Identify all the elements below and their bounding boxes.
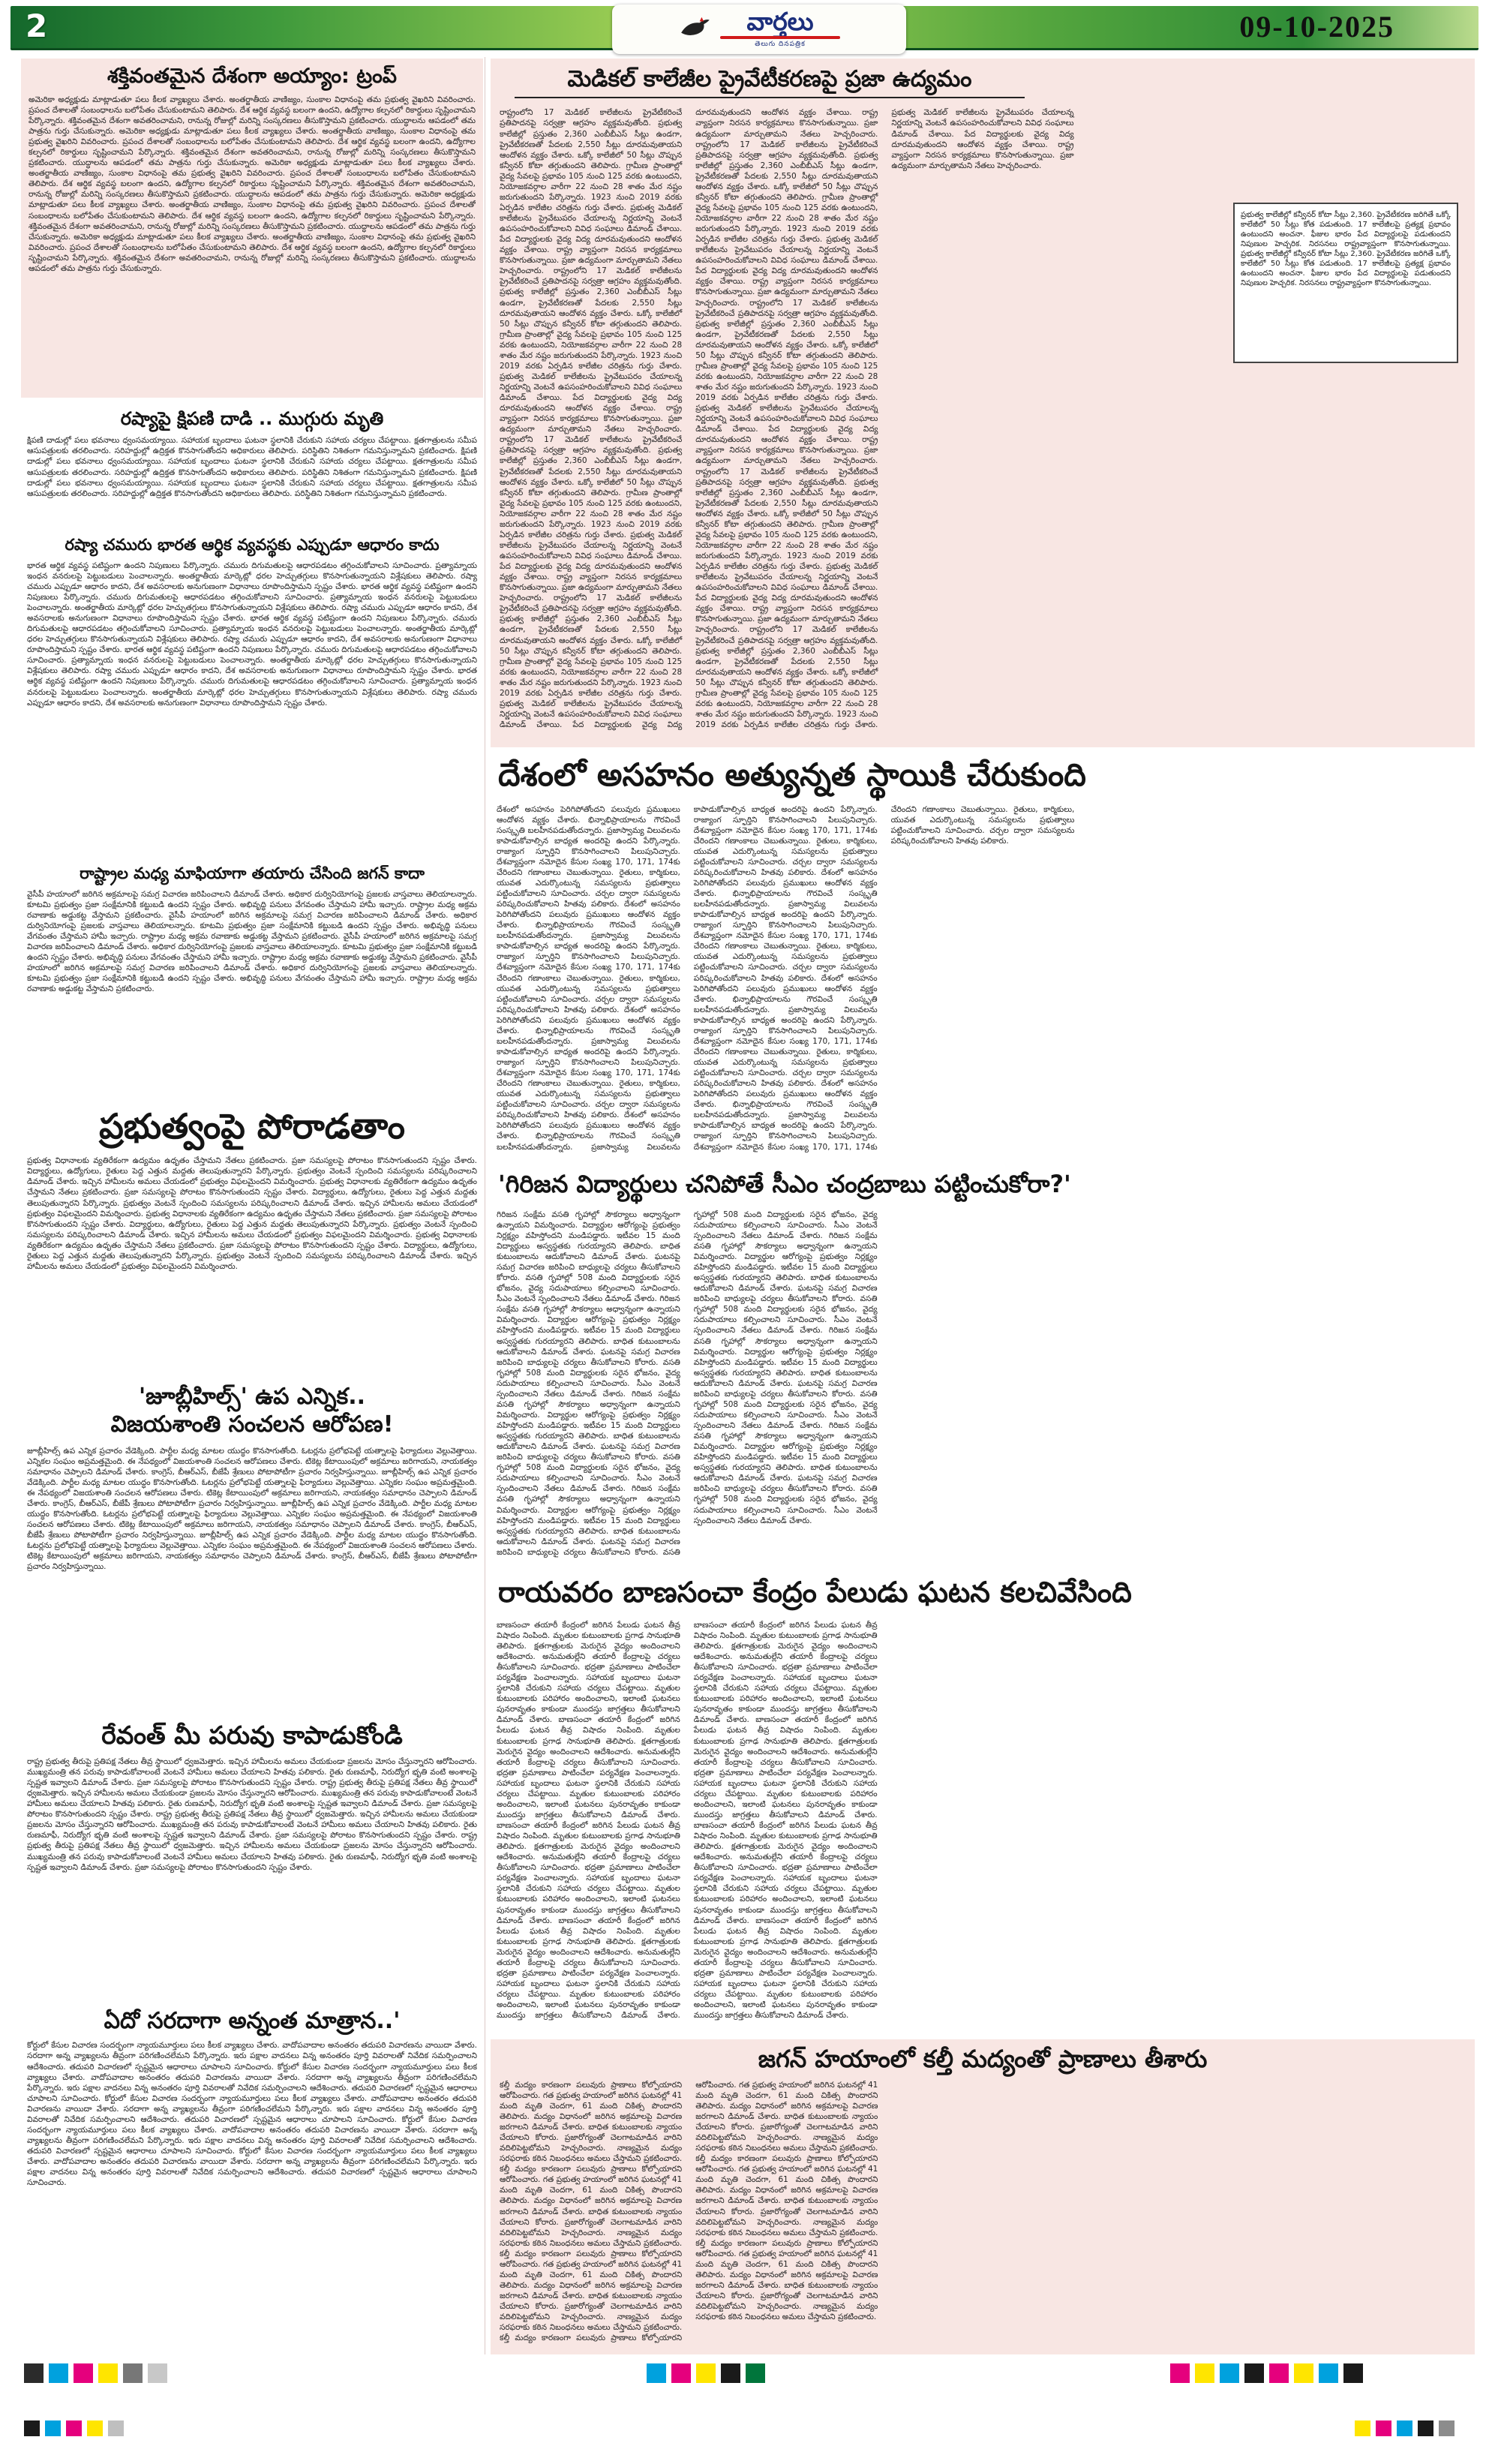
- headline: రష్యా చమురు భారత ఆర్థిక వ్యవస్థకు ఎప్పుడూ ఆధారం కాదు: [65, 536, 440, 554]
- article-body: భారత ఆర్థిక వ్యవస్థ పటిష్టంగా ఉందని నిపుణులు పేర్కొన్నారు. చమురు దిగుమతులపై ఆధారపడటం తగ్గించుకోవాలని సూచించారు. ప్రత్యామ్నాయ ఇంధన వనరులపై పెట్టుబడులు పెంచాలన్నారు. అంతర్జాతీయ మార్కెట్లో ధరల హెచ్చుతగ్గులు కొనసాగుతున్నాయని విశ్లేషకులు తెలిపారు. రష్యా చమురు ఎప్పుడూ ఆధారం కాదని, దేశ అవసరాలకు అనుగుణంగా విధానాలు రూపొందిస్తామని స్పష్టం చేశారు. భారత ఆర్థిక వ్యవస్థ పటిష్టంగా ఉందని నిపుణులు పేర్కొన్నారు. చమురు దిగుమతులపై ఆధారపడటం తగ్గించుకోవాలని సూచించారు. ప్రత్యామ్నాయ ఇంధన వనరులపై పెట్టుబడులు పెంచాలన్నారు. అంతర్జాతీయ మార్కెట్లో ధరల హెచ్చుతగ్గులు కొనసాగుతున్నాయని విశ్లేషకులు తెలిపారు. రష్యా చమురు ఎప్పుడూ ఆధారం కాదని, దేశ అవసరాలకు అనుగుణంగా విధానాలు రూపొందిస్తామని స్పష్టం చేశారు. భారత ఆర్థిక వ్యవస్థ పటిష్టంగా ఉందని నిపుణులు పేర్కొన్నారు. చమురు దిగుమతులపై ఆధారపడటం తగ్గించుకోవాలని సూచించారు. ప్రత్యామ్నాయ ఇంధన వనరులపై పెట్టుబడులు పెంచాలన్నారు. అంతర్జాతీయ మార్కెట్లో ధరల హెచ్చుతగ్గులు కొనసాగుతున్నాయని విశ్లేషకులు తెలిపారు. రష్యా చమురు ఎప్పుడూ ఆధారం కాదని, దేశ అవసరాలకు అనుగుణంగా విధానాలు రూపొందిస్తామని స్పష్టం చేశారు. భారత ఆర్థిక వ్యవస్థ పటిష్టంగా ఉందని నిపుణులు పేర్కొన్నారు. చమురు దిగుమతులపై ఆధారపడటం తగ్గించుకోవాలని సూచించారు. ప్రత్యామ్నాయ ఇంధన వనరులపై పెట్టుబడులు పెంచాలన్నారు. అంతర్జాతీయ మార్కెట్లో ధరల హెచ్చుతగ్గులు కొనసాగుతున్నాయని విశ్లేషకులు తెలిపారు. రష్యా చమురు ఎప్పుడూ ఆధారం కాదని, దేశ అవసరాలకు అనుగుణంగా విధానాలు రూపొందిస్తామని స్పష్టం చేశారు. భారత ఆర్థిక వ్యవస్థ పటిష్టంగా ఉందని నిపుణులు పేర్కొన్నారు. చమురు దిగుమతులపై ఆధారపడటం తగ్గించుకోవాలని సూచించారు. ప్రత్యామ్నాయ ఇంధన వనరులపై పెట్టుబడులు పెంచాలన్నారు. అంతర్జాతీయ మార్కెట్లో ధరల హెచ్చుతగ్గులు కొనసాగుతున్నాయని విశ్లేషకులు తెలిపారు. రష్యా చమురు ఎప్పుడూ ఆధారం కాదని, దేశ అవసరాలకు అనుగుణంగా విధానాలు రూపొందిస్తామని స్పష్టం చేశారు.: [27, 560, 477, 708]
- registration-marks: [24, 2363, 167, 2383]
- masthead-bird-icon: [678, 16, 711, 43]
- headline-line-1: 'జూబ్లీహిల్స్' ఉప ఎన్నిక..: [139, 1384, 365, 1410]
- color-swatch: [24, 2420, 40, 2436]
- article-body: రాష్ట్ర ప్రభుత్వ తీరుపై ప్రతిపక్ష నేతలు తీవ్ర స్థాయిలో ధ్వజమెత్తారు. ఇచ్చిన హామీలను అమలు చేయకుండా ప్రజలను మోసం చేస్తున్నారని ఆరోపించారు. ముఖ్యమంత్రి తన పరువు కాపాడుకోవాలంటే వెంటనే హామీలు అమలు చేయాలని హితవు పలికారు. రైతు రుణమాఫీ, నిరుద్యోగ భృతి వంటి అంశాలపై స్పష్టత ఇవ్వాలని డిమాండ్ చేశారు. ప్రజా సమస్యలపై పోరాటం కొనసాగుతుందని స్పష్టం చేశారు. రాష్ట్ర ప్రభుత్వ తీరుపై ప్రతిపక్ష నేతలు తీవ్ర స్థాయిలో ధ్వజమెత్తారు. ఇచ్చిన హామీలను అమలు చేయకుండా ప్రజలను మోసం చేస్తున్నారని ఆరోపించారు. ముఖ్యమంత్రి తన పరువు కాపాడుకోవాలంటే వెంటనే హామీలు అమలు చేయాలని హితవు పలికారు. రైతు రుణమాఫీ, నిరుద్యోగ భృతి వంటి అంశాలపై స్పష్టత ఇవ్వాలని డిమాండ్ చేశారు. ప్రజా సమస్యలపై పోరాటం కొనసాగుతుందని స్పష్టం చేశారు. రాష్ట్ర ప్రభుత్వ తీరుపై ప్రతిపక్ష నేతలు తీవ్ర స్థాయిలో ధ్వజమెత్తారు. ఇచ్చిన హామీలను అమలు చేయకుండా ప్రజలను మోసం చేస్తున్నారని ఆరోపించారు. ముఖ్యమంత్రి తన పరువు కాపాడుకోవాలంటే వెంటనే హామీలు అమలు చేయాలని హితవు పలికారు. రైతు రుణమాఫీ, నిరుద్యోగ భృతి వంటి అంశాలపై స్పష్టత ఇవ్వాలని డిమాండ్ చేశారు. ప్రజా సమస్యలపై పోరాటం కొనసాగుతుందని స్పష్టం చేశారు. రాష్ట్ర ప్రభుత్వ తీరుపై ప్రతిపక్ష నేతలు తీవ్ర స్థాయిలో ధ్వజమెత్తారు. ఇచ్చిన హామీలను అమలు చేయకుండా ప్రజలను మోసం చేస్తున్నారని ఆరోపించారు. ముఖ్యమంత్రి తన పరువు కాపాడుకోవాలంటే వెంటనే హామీలు అమలు చేయాలని హితవు పలికారు. రైతు రుణమాఫీ, నిరుద్యోగ భృతి వంటి అంశాలపై స్పష్టత ఇవ్వాలని డిమాండ్ చేశారు. ప్రజా సమస్యలపై పోరాటం కొనసాగుతుందని స్పష్టం చేశారు.: [27, 1756, 477, 1872]
- article-body: కల్తీ మద్యం కారణంగా పలువురు ప్రాణాలు కోల్పోయారని ఆరోపించారు. గత ప్రభుత్వ హయాంలో జరిగిన ఘటనల్లో 41 మంది మృతి చెందగా, 61 మంది చికిత్స పొందారని తెలిపారు. మద్యం విధానంలో జరిగిన అక్రమాలపై విచారణ జరగాలని డిమాండ్ చేశారు. బాధిత కుటుంబాలకు న్యాయం చేయాలని కోరారు. ప్రజారోగ్యంతో చెలగాటమాడిన వారిని వదిలిపెట్టబోమని హెచ్చరించారు. నాణ్యమైన మద్యం సరఫరాకు కఠిన నిబంధనలు అమలు చేస్తామని ప్రకటించారు. కల్తీ మద్యం కారణంగా పలువురు ప్రాణాలు కోల్పోయారని ఆరోపించారు. గత ప్రభుత్వ హయాంలో జరిగిన ఘటనల్లో 41 మంది మృతి చెందగా, 61 మంది చికిత్స పొందారని తెలిపారు. మద్యం విధానంలో జరిగిన అక్రమాలపై విచారణ జరగాలని డిమాండ్ చేశారు. బాధిత కుటుంబాలకు న్యాయం చేయాలని కోరారు. ప్రజారోగ్యంతో చెలగాటమాడిన వారిని వదిలిపెట్టబోమని హెచ్చరించారు. నాణ్యమైన మద్యం సరఫరాకు కఠిన నిబంధనలు అమలు చేస్తామని ప్రకటించారు. కల్తీ మద్యం కారణంగా పలువురు ప్రాణాలు కోల్పోయారని ఆరోపించారు. గత ప్రభుత్వ హయాంలో జరిగిన ఘటనల్లో 41 మంది మృతి చెందగా, 61 మంది చికిత్స పొందారని తెలిపారు. మద్యం విధానంలో జరిగిన అక్రమాలపై విచారణ జరగాలని డిమాండ్ చేశారు. బాధిత కుటుంబాలకు న్యాయం చేయాలని కోరారు. ప్రజారోగ్యంతో చెలగాటమాడిన వారిని వదిలిపెట్టబోమని హెచ్చరించారు. నాణ్యమైన మద్యం సరఫరాకు కఠిన నిబంధనలు అమలు చేస్తామని ప్రకటించారు. కల్తీ మద్యం కారణంగా పలువురు ప్రాణాలు కోల్పోయారని ఆరోపించారు. గత ప్రభుత్వ హయాంలో జరిగిన ఘటనల్లో 41 మంది మృతి చెందగా, 61 మంది చికిత్స పొందారని తెలిపారు. మద్యం విధానంలో జరిగిన అక్రమాలపై విచారణ జరగాలని డిమాండ్ చేశారు. బాధిత కుటుంబాలకు న్యాయం చేయాలని కోరారు. ప్రజారోగ్యంతో చెలగాటమాడిన వారిని వదిలిపెట్టబోమని హెచ్చరించారు. నాణ్యమైన మద్యం సరఫరాకు కఠిన నిబంధనలు అమలు చేస్తామని ప్రకటించారు. కల్తీ మద్యం కారణంగా పలువురు ప్రాణాలు కోల్పోయారని ఆరోపించారు. గత ప్రభుత్వ హయాంలో జరిగిన ఘటనల్లో 41 మంది మృతి చెందగా, 61 మంది చికిత్స పొందారని తెలిపారు. మద్యం విధానంలో జరిగిన అక్రమాలపై విచారణ జరగాలని డిమాండ్ చేశారు. బాధిత కుటుంబాలకు న్యాయం చేయాలని కోరారు. ప్రజారోగ్యంతో చెలగాటమాడిన వారిని వదిలిపెట్టబోమని హెచ్చరించారు. నాణ్యమైన మద్యం సరఫరాకు కఠిన నిబంధనలు అమలు చేస్తామని ప్రకటించారు. కల్తీ మద్యం కారణంగా పలువురు ప్రాణాలు కోల్పోయారని ఆరోపించారు. గత ప్రభుత్వ హయాంలో జరిగిన ఘటనల్లో 41 మంది మృతి చెందగా, 61 మంది చికిత్స పొందారని తెలిపారు. మద్యం విధానంలో జరిగిన అక్రమాలపై విచారణ జరగాలని డిమాండ్ చేశారు. బాధిత కుటుంబాలకు న్యాయం చేయాలని కోరారు. ప్రజారోగ్యంతో చెలగాటమాడిన వారిని వదిలిపెట్టబోమని హెచ్చరించారు. నాణ్యమైన మద్యం సరఫరాకు కఠిన నిబంధనలు అమలు చేస్తామని ప్రకటించారు.: [500, 2080, 878, 2343]
- headline: మెడికల్ కాలేజీల ప్రైవేటీకరణపై ప్రజా ఉద్యమం: [515, 66, 1025, 98]
- color-swatch: [1319, 2363, 1338, 2383]
- article-russia-oil: [21, 533, 483, 857]
- page-header: [11, 6, 1478, 50]
- color-swatch: [1195, 2363, 1214, 2383]
- masthead-title: వార్తలు: [746, 7, 814, 36]
- article-body: అమెరికా అధ్యక్షుడు మాట్లాడుతూ పలు కీలక వ్యాఖ్యలు చేశారు. అంతర్జాతీయ వాణిజ్యం, సుంకాల విధానంపై తమ ప్రభుత్వ వైఖరిని వివరించారు. ప్రపంచ దేశాలతో సంబంధాలను బలోపేతం చేసుకుంటామని తెలిపారు. దేశ ఆర్థిక వ్యవస్థ బలంగా ఉందని, ఉద్యోగాల కల్పనలో రికార్డులు సృష్టించామని పేర్కొన్నారు. శక్తివంతమైన దేశంగా అవతరించామని, రానున్న రోజుల్లో మరిన్ని సంస్కరణలు తీసుకొస్తామని ప్రకటించారు. యుద్ధాలను ఆపడంలో తమ పాత్రను గుర్తు చేసుకున్నారు. అమెరికా అధ్యక్షుడు మాట్లాడుతూ పలు కీలక వ్యాఖ్యలు చేశారు. అంతర్జాతీయ వాణిజ్యం, సుంకాల విధానంపై తమ ప్రభుత్వ వైఖరిని వివరించారు. ప్రపంచ దేశాలతో సంబంధాలను బలోపేతం చేసుకుంటామని తెలిపారు. దేశ ఆర్థిక వ్యవస్థ బలంగా ఉందని, ఉద్యోగాల కల్పనలో రికార్డులు సృష్టించామని పేర్కొన్నారు. శక్తివంతమైన దేశంగా అవతరించామని, రానున్న రోజుల్లో మరిన్ని సంస్కరణలు తీసుకొస్తామని ప్రకటించారు. యుద్ధాలను ఆపడంలో తమ పాత్రను గుర్తు చేసుకున్నారు. అమెరికా అధ్యక్షుడు మాట్లాడుతూ పలు కీలక వ్యాఖ్యలు చేశారు. అంతర్జాతీయ వాణిజ్యం, సుంకాల విధానంపై తమ ప్రభుత్వ వైఖరిని వివరించారు. ప్రపంచ దేశాలతో సంబంధాలను బలోపేతం చేసుకుంటామని తెలిపారు. దేశ ఆర్థిక వ్యవస్థ బలంగా ఉందని, ఉద్యోగాల కల్పనలో రికార్డులు సృష్టించామని పేర్కొన్నారు. శక్తివంతమైన దేశంగా అవతరించామని, రానున్న రోజుల్లో మరిన్ని సంస్కరణలు తీసుకొస్తామని ప్రకటించారు. యుద్ధాలను ఆపడంలో తమ పాత్రను గుర్తు చేసుకున్నారు. అమెరికా అధ్యక్షుడు మాట్లాడుతూ పలు కీలక వ్యాఖ్యలు చేశారు. అంతర్జాతీయ వాణిజ్యం, సుంకాల విధానంపై తమ ప్రభుత్వ వైఖరిని వివరించారు. ప్రపంచ దేశాలతో సంబంధాలను బలోపేతం చేసుకుంటామని తెలిపారు. దేశ ఆర్థిక వ్యవస్థ బలంగా ఉందని, ఉద్యోగాల కల్పనలో రికార్డులు సృష్టించామని పేర్కొన్నారు. శక్తివంతమైన దేశంగా అవతరించామని, రానున్న రోజుల్లో మరిన్ని సంస్కరణలు తీసుకొస్తామని ప్రకటించారు. యుద్ధాలను ఆపడంలో తమ పాత్రను గుర్తు చేసుకున్నారు. అమెరికా అధ్యక్షుడు మాట్లాడుతూ పలు కీలక వ్యాఖ్యలు చేశారు. అంతర్జాతీయ వాణిజ్యం, సుంకాల విధానంపై తమ ప్రభుత్వ వైఖరిని వివరించారు. ప్రపంచ దేశాలతో సంబంధాలను బలోపేతం చేసుకుంటామని తెలిపారు. దేశ ఆర్థిక వ్యవస్థ బలంగా ఉందని, ఉద్యోగాల కల్పనలో రికార్డులు సృష్టించామని పేర్కొన్నారు. శక్తివంతమైన దేశంగా అవతరించామని, రానున్న రోజుల్లో మరిన్ని సంస్కరణలు తీసుకొస్తామని ప్రకటించారు. యుద్ధాలను ఆపడంలో తమ పాత్రను గుర్తు చేసుకున్నారు.: [29, 95, 476, 273]
- headline: ప్రభుత్వంపై పోరాడతాం: [99, 1106, 405, 1146]
- color-swatch: [1170, 2363, 1190, 2383]
- color-swatch: [98, 2363, 118, 2383]
- article-medical-colleges: [491, 59, 1475, 747]
- inset-box: ప్రభుత్వ కాలేజీల్లో కన్వీనర్ కోటా సీట్లు 2,360. ప్రైవేటీకరణ జరిగితే ఒక్కో కాలేజీలో 50 సీట్లు కోత పడుతుంది. 17 కాలేజీలపై ప్రత్యక్ష ప్రభావం ఉంటుందని అంచనా. ఫీజుల భారం పేద విద్యార్థులపై పడుతుందని నిపుణుల హెచ్చరిక. నిరసనలు రాష్ట్రవ్యాప్తంగా కొనసాగుతున్నాయి. ప్రభుత్వ కాలేజీల్లో కన్వీనర్ కోటా సీట్లు 2,360. ప్రైవేటీకరణ జరిగితే ఒక్కో కాలేజీలో 50 సీట్లు కోత పడుతుంది. 17 కాలేజీలపై ప్రత్యక్ష ప్రభావం ఉంటుందని అంచనా. ఫీజుల భారం పేద విద్యార్థులపై పడుతుందని నిపుణుల హెచ్చరిక. నిరసనలు రాష్ట్రవ్యాప్తంగా కొనసాగుతున్నాయి.: [1233, 203, 1458, 363]
- color-swatch: [123, 2363, 143, 2383]
- color-swatch: [1439, 2420, 1454, 2436]
- article-adulterated-liquor: [491, 2039, 1475, 2354]
- color-swatch: [1269, 2363, 1289, 2383]
- article-body: రాష్ట్రంలోని 17 మెడికల్ కాలేజీలను ప్రైవేటీకరించే ప్రతిపాదనపై సర్వత్రా ఆగ్రహం వ్యక్తమవుతోంది. ప్రభుత్వ కాలేజీల్లో ప్రస్తుతం 2,360 ఎంబీబీఎస్ సీట్లు ఉండగా, ప్రైవేటీకరణతో పేదలకు 2,550 సీట్లు దూరమవుతాయని ఆందోళన వ్యక్తం చేశారు. ఒక్కో కాలేజీలో 50 సీట్లు చొప్పున కన్వీనర్ కోటా తగ్గుతుందని తెలిపారు. గ్రామీణ ప్రాంతాల్లో వైద్య సేవలపై ప్రభావం 105 నుంచి 125 వరకు ఉంటుందని, నియోజకవర్గాల వారీగా 22 నుంచి 28 శాతం మేర నష్టం జరుగుతుందని పేర్కొన్నారు. 1923 నుంచి 2019 వరకు ఏర్పడిన కాలేజీల చరిత్రను గుర్తు చేశారు. ప్రభుత్వ మెడికల్ కాలేజీలను ప్రైవేటుపరం చేయాలన్న నిర్ణయాన్ని వెంటనే ఉపసంహరించుకోవాలని వివిధ సంఘాలు డిమాండ్ చేశాయి. పేద విద్యార్థులకు వైద్య విద్య దూరమవుతుందని ఆందోళన వ్యక్తం చేశాయి. రాష్ట్ర వ్యాప్తంగా నిరసన కార్యక్రమాలు కొనసాగుతున్నాయి. ప్రజా ఉద్యమంగా మార్చుతామని నేతలు హెచ్చరించారు. రాష్ట్రంలోని 17 మెడికల్ కాలేజీలను ప్రైవేటీకరించే ప్రతిపాదనపై సర్వత్రా ఆగ్రహం వ్యక్తమవుతోంది. ప్రభుత్వ కాలేజీల్లో ప్రస్తుతం 2,360 ఎంబీబీఎస్ సీట్లు ఉండగా, ప్రైవేటీకరణతో పేదలకు 2,550 సీట్లు దూరమవుతాయని ఆందోళన వ్యక్తం చేశారు. ఒక్కో కాలేజీలో 50 సీట్లు చొప్పున కన్వీనర్ కోటా తగ్గుతుందని తెలిపారు. గ్రామీణ ప్రాంతాల్లో వైద్య సేవలపై ప్రభావం 105 నుంచి 125 వరకు ఉంటుందని, నియోజకవర్గాల వారీగా 22 నుంచి 28 శాతం మేర నష్టం జరుగుతుందని పేర్కొన్నారు. 1923 నుంచి 2019 వరకు ఏర్పడిన కాలేజీల చరిత్రను గుర్తు చేశారు. ప్రభుత్వ మెడికల్ కాలేజీలను ప్రైవేటుపరం చేయాలన్న నిర్ణయాన్ని వెంటనే ఉపసంహరించుకోవాలని వివిధ సంఘాలు డిమాండ్ చేశాయి. పేద విద్యార్థులకు వైద్య విద్య దూరమవుతుందని ఆందోళన వ్యక్తం చేశాయి. రాష్ట్ర వ్యాప్తంగా నిరసన కార్యక్రమాలు కొనసాగుతున్నాయి. ప్రజా ఉద్యమంగా మార్చుతామని నేతలు హెచ్చరించారు. రాష్ట్రంలోని 17 మెడికల్ కాలేజీలను ప్రైవేటీకరించే ప్రతిపాదనపై సర్వత్రా ఆగ్రహం వ్యక్తమవుతోంది. ప్రభుత్వ కాలేజీల్లో ప్రస్తుతం 2,360 ఎంబీబీఎస్ సీట్లు ఉండగా, ప్రైవేటీకరణతో పేదలకు 2,550 సీట్లు దూరమవుతాయని ఆందోళన వ్యక్తం చేశారు. ఒక్కో కాలేజీలో 50 సీట్లు చొప్పున కన్వీనర్ కోటా తగ్గుతుందని తెలిపారు. గ్రామీణ ప్రాంతాల్లో వైద్య సేవలపై ప్రభావం 105 నుంచి 125 వరకు ఉంటుందని, నియోజకవర్గాల వారీగా 22 నుంచి 28 శాతం మేర నష్టం జరుగుతుందని పేర్కొన్నారు. 1923 నుంచి 2019 వరకు ఏర్పడిన కాలేజీల చరిత్రను గుర్తు చేశారు. ప్రభుత్వ మెడికల్ కాలేజీలను ప్రైవేటుపరం చేయాలన్న నిర్ణయాన్ని వెంటనే ఉపసంహరించుకోవాలని వివిధ సంఘాలు డిమాండ్ చేశాయి. పేద విద్యార్థులకు వైద్య విద్య దూరమవుతుందని ఆందోళన వ్యక్తం చేశాయి. రాష్ట్ర వ్యాప్తంగా నిరసన కార్యక్రమాలు కొనసాగుతున్నాయి. ప్రజా ఉద్యమంగా మార్చుతామని నేతలు హెచ్చరించారు. రాష్ట్రంలోని 17 మెడికల్ కాలేజీలను ప్రైవేటీకరించే ప్రతిపాదనపై సర్వత్రా ఆగ్రహం వ్యక్తమవుతోంది. ప్రభుత్వ కాలేజీల్లో ప్రస్తుతం 2,360 ఎంబీబీఎస్ సీట్లు ఉండగా, ప్రైవేటీకరణతో పేదలకు 2,550 సీట్లు దూరమవుతాయని ఆందోళన వ్యక్తం చేశారు. ఒక్కో కాలేజీలో 50 సీట్లు చొప్పున కన్వీనర్ కోటా తగ్గుతుందని తెలిపారు. గ్రామీణ ప్రాంతాల్లో వైద్య సేవలపై ప్రభావం 105 నుంచి 125 వరకు ఉంటుందని, నియోజకవర్గాల వారీగా 22 నుంచి 28 శాతం మేర నష్టం జరుగుతుందని పేర్కొన్నారు. 1923 నుంచి 2019 వరకు ఏర్పడిన కాలేజీల చరిత్రను గుర్తు చేశారు. ప్రభుత్వ మెడికల్ కాలేజీలను ప్రైవేటుపరం చేయాలన్న నిర్ణయాన్ని వెంటనే ఉపసంహరించుకోవాలని వివిధ సంఘాలు డిమాండ్ చేశాయి. పేద విద్యార్థులకు వైద్య విద్య దూరమవుతుందని ఆందోళన వ్యక్తం చేశాయి. రాష్ట్ర వ్యాప్తంగా నిరసన కార్యక్రమాలు కొనసాగుతున్నాయి. ప్రజా ఉద్యమంగా మార్చుతామని నేతలు హెచ్చరించారు. రాష్ట్రంలోని 17 మెడికల్ కాలేజీలను ప్రైవేటీకరించే ప్రతిపాదనపై సర్వత్రా ఆగ్రహం వ్యక్తమవుతోంది. ప్రభుత్వ కాలేజీల్లో ప్రస్తుతం 2,360 ఎంబీబీఎస్ సీట్లు ఉండగా, ప్రైవేటీకరణతో పేదలకు 2,550 సీట్లు దూరమవుతాయని ఆందోళన వ్యక్తం చేశారు. ఒక్కో కాలేజీలో 50 సీట్లు చొప్పున కన్వీనర్ కోటా తగ్గుతుందని తెలిపారు. గ్రామీణ ప్రాంతాల్లో వైద్య సేవలపై ప్రభావం 105 నుంచి 125 వరకు ఉంటుందని, నియోజకవర్గాల వారీగా 22 నుంచి 28 శాతం మేర నష్టం జరుగుతుందని పేర్కొన్నారు. 1923 నుంచి 2019 వరకు ఏర్పడిన కాలేజీల చరిత్రను గుర్తు చేశారు. ప్రభుత్వ మెడికల్ కాలేజీలను ప్రైవేటుపరం చేయాలన్న నిర్ణయాన్ని వెంటనే ఉపసంహరించుకోవాలని వివిధ సంఘాలు డిమాండ్ చేశాయి. పేద విద్యార్థులకు వైద్య విద్య దూరమవుతుందని ఆందోళన వ్యక్తం చేశాయి. రాష్ట్ర వ్యాప్తంగా నిరసన కార్యక్రమాలు కొనసాగుతున్నాయి. ప్రజా ఉద్యమంగా మార్చుతామని నేతలు హెచ్చరించారు. రాష్ట్రంలోని 17 మెడికల్ కాలేజీలను ప్రైవేటీకరించే ప్రతిపాదనపై సర్వత్రా ఆగ్రహం వ్యక్తమవుతోంది. ప్రభుత్వ కాలేజీల్లో ప్రస్తుతం 2,360 ఎంబీబీఎస్ సీట్లు ఉండగా, ప్రైవేటీకరణతో పేదలకు 2,550 సీట్లు దూరమవుతాయని ఆందోళన వ్యక్తం చేశారు. ఒక్కో కాలేజీలో 50 సీట్లు చొప్పున కన్వీనర్ కోటా తగ్గుతుందని తెలిపారు. గ్రామీణ ప్రాంతాల్లో వైద్య సేవలపై ప్రభావం 105 నుంచి 125 వరకు ఉంటుందని, నియోజకవర్గాల వారీగా 22 నుంచి 28 శాతం మేర నష్టం జరుగుతుందని పేర్కొన్నారు. 1923 నుంచి 2019 వరకు ఏర్పడిన కాలేజీల చరిత్రను గుర్తు చేశారు. ప్రభుత్వ మెడికల్ కాలేజీలను ప్రైవేటుపరం చేయాలన్న నిర్ణయాన్ని వెంటనే ఉపసంహరించుకోవాలని వివిధ సంఘాలు డిమాండ్ చేశాయి. పేద విద్యార్థులకు వైద్య విద్య దూరమవుతుందని ఆందోళన వ్యక్తం చేశాయి. రాష్ట్ర వ్యాప్తంగా నిరసన కార్యక్రమాలు కొనసాగుతున్నాయి. ప్రజా ఉద్యమంగా మార్చుతామని నేతలు హెచ్చరించారు. రాష్ట్రంలోని 17 మెడికల్ కాలేజీలను ప్రైవేటీకరించే ప్రతిపాదనపై సర్వత్రా ఆగ్రహం వ్యక్తమవుతోంది. ప్రభుత్వ కాలేజీల్లో ప్రస్తుతం 2,360 ఎంబీబీఎస్ సీట్లు ఉండగా, ప్రైవేటీకరణతో పేదలకు 2,550 సీట్లు దూరమవుతాయని ఆందోళన వ్యక్తం చేశారు. ఒక్కో కాలేజీలో 50 సీట్లు చొప్పున కన్వీనర్ కోటా తగ్గుతుందని తెలిపారు. గ్రామీణ ప్రాంతాల్లో వైద్య సేవలపై ప్రభావం 105 నుంచి 125 వరకు ఉంటుందని, నియోజకవర్గాల వారీగా 22 నుంచి 28 శాతం మేర నష్టం జరుగుతుందని పేర్కొన్నారు. 1923 నుంచి 2019 వరకు ఏర్పడిన కాలేజీల చరిత్రను గుర్తు చేశారు. ప్రభుత్వ మెడికల్ కాలేజీలను ప్రైవేటుపరం చేయాలన్న నిర్ణయాన్ని వెంటనే ఉపసంహరించుకోవాలని వివిధ సంఘాలు డిమాండ్ చేశాయి. పేద విద్యార్థులకు వైద్య విద్య దూరమవుతుందని ఆందోళన వ్యక్తం చేశాయి. రాష్ట్ర వ్యాప్తంగా నిరసన కార్యక్రమాలు కొనసాగుతున్నాయి. ప్రజా ఉద్యమంగా మార్చుతామని నేతలు హెచ్చరించారు. రాష్ట్రంలోని 17 మెడికల్ కాలేజీలను ప్రైవేటీకరించే ప్రతిపాదనపై సర్వత్రా ఆగ్రహం వ్యక్తమవుతోంది. ప్రభుత్వ కాలేజీల్లో ప్రస్తుతం 2,360 ఎంబీబీఎస్ సీట్లు ఉండగా, ప్రైవేటీకరణతో పేదలకు 2,550 సీట్లు దూరమవుతాయని ఆందోళన వ్యక్తం చేశారు. ఒక్కో కాలేజీలో 50 సీట్లు చొప్పున కన్వీనర్ కోటా తగ్గుతుందని తెలిపారు. గ్రామీణ ప్రాంతాల్లో వైద్య సేవలపై ప్రభావం 105 నుంచి 125 వరకు ఉంటుందని, నియోజకవర్గాల వారీగా 22 నుంచి 28 శాతం మేర నష్టం జరుగుతుందని పేర్కొన్నారు. 1923 నుంచి 2019 వరకు ఏర్పడిన కాలేజీల చరిత్రను గుర్తు చేశారు. ప్రభుత్వ మెడికల్ కాలేజీలను ప్రైవేటుపరం చేయాలన్న నిర్ణయాన్ని వెంటనే ఉపసంహరించుకోవాలని వివిధ సంఘాలు డిమాండ్ చేశాయి. పేద విద్యార్థులకు వైద్య విద్య దూరమవుతుందని ఆందోళన వ్యక్తం చేశాయి. రాష్ట్ర వ్యాప్తంగా నిరసన కార్యక్రమాలు కొనసాగుతున్నాయి. ప్రజా ఉద్యమంగా మార్చుతామని నేతలు హెచ్చరించారు.: [500, 108, 1074, 730]
- color-swatch: [45, 2420, 61, 2436]
- edition-date: 09-10-2025: [1239, 10, 1394, 44]
- registration-marks: [1355, 2420, 1454, 2436]
- article-revanth: [21, 1718, 483, 1997]
- headline: దేశంలో అసహనం అత్యున్నత స్థాయికి చేరుకుంది: [498, 756, 1086, 793]
- article-body: దేశంలో అసహనం పెరిగిపోతోందని పలువురు ప్రముఖులు ఆందోళన వ్యక్తం చేశారు. భిన్నాభిప్రాయాలను గౌరవించే సంస్కృతి బలహీనపడుతోందన్నారు. ప్రజాస్వామ్య విలువలను కాపాడుకోవాల్సిన బాధ్యత అందరిపై ఉందని పేర్కొన్నారు. రాజ్యాంగ స్ఫూర్తిని కొనసాగించాలని పిలుపునిచ్చారు. దేశవ్యాప్తంగా నమోదైన కేసుల సంఖ్య 170, 171, 174కు చేరిందని గణాంకాలు చెబుతున్నాయి. రైతులు, కార్మికులు, యువత ఎదుర్కొంటున్న సమస్యలను ప్రభుత్వాలు పట్టించుకోవాలని సూచించారు. చర్చల ద్వారా సమస్యలను పరిష్కరించుకోవాలని హితవు పలికారు. దేశంలో అసహనం పెరిగిపోతోందని పలువురు ప్రముఖులు ఆందోళన వ్యక్తం చేశారు. భిన్నాభిప్రాయాలను గౌరవించే సంస్కృతి బలహీనపడుతోందన్నారు. ప్రజాస్వామ్య విలువలను కాపాడుకోవాల్సిన బాధ్యత అందరిపై ఉందని పేర్కొన్నారు. రాజ్యాంగ స్ఫూర్తిని కొనసాగించాలని పిలుపునిచ్చారు. దేశవ్యాప్తంగా నమోదైన కేసుల సంఖ్య 170, 171, 174కు చేరిందని గణాంకాలు చెబుతున్నాయి. రైతులు, కార్మికులు, యువత ఎదుర్కొంటున్న సమస్యలను ప్రభుత్వాలు పట్టించుకోవాలని సూచించారు. చర్చల ద్వారా సమస్యలను పరిష్కరించుకోవాలని హితవు పలికారు. దేశంలో అసహనం పెరిగిపోతోందని పలువురు ప్రముఖులు ఆందోళన వ్యక్తం చేశారు. భిన్నాభిప్రాయాలను గౌరవించే సంస్కృతి బలహీనపడుతోందన్నారు. ప్రజాస్వామ్య విలువలను కాపాడుకోవాల్సిన బాధ్యత అందరిపై ఉందని పేర్కొన్నారు. రాజ్యాంగ స్ఫూర్తిని కొనసాగించాలని పిలుపునిచ్చారు. దేశవ్యాప్తంగా నమోదైన కేసుల సంఖ్య 170, 171, 174కు చేరిందని గణాంకాలు చెబుతున్నాయి. రైతులు, కార్మికులు, యువత ఎదుర్కొంటున్న సమస్యలను ప్రభుత్వాలు పట్టించుకోవాలని సూచించారు. చర్చల ద్వారా సమస్యలను పరిష్కరించుకోవాలని హితవు పలికారు. దేశంలో అసహనం పెరిగిపోతోందని పలువురు ప్రముఖులు ఆందోళన వ్యక్తం చేశారు. భిన్నాభిప్రాయాలను గౌరవించే సంస్కృతి బలహీనపడుతోందన్నారు. ప్రజాస్వామ్య విలువలను కాపాడుకోవాల్సిన బాధ్యత అందరిపై ఉందని పేర్కొన్నారు. రాజ్యాంగ స్ఫూర్తిని కొనసాగించాలని పిలుపునిచ్చారు. దేశవ్యాప్తంగా నమోదైన కేసుల సంఖ్య 170, 171, 174కు చేరిందని గణాంకాలు చెబుతున్నాయి. రైతులు, కార్మికులు, యువత ఎదుర్కొంటున్న సమస్యలను ప్రభుత్వాలు పట్టించుకోవాలని సూచించారు. చర్చల ద్వారా సమస్యలను పరిష్కరించుకోవాలని హితవు పలికారు. దేశంలో అసహనం పెరిగిపోతోందని పలువురు ప్రముఖులు ఆందోళన వ్యక్తం చేశారు. భిన్నాభిప్రాయాలను గౌరవించే సంస్కృతి బలహీనపడుతోందన్నారు. ప్రజాస్వామ్య విలువలను కాపాడుకోవాల్సిన బాధ్యత అందరిపై ఉందని పేర్కొన్నారు. రాజ్యాంగ స్ఫూర్తిని కొనసాగించాలని పిలుపునిచ్చారు. దేశవ్యాప్తంగా నమోదైన కేసుల సంఖ్య 170, 171, 174కు చేరిందని గణాంకాలు చెబుతున్నాయి. రైతులు, కార్మికులు, యువత ఎదుర్కొంటున్న సమస్యలను ప్రభుత్వాలు పట్టించుకోవాలని సూచించారు. చర్చల ద్వారా సమస్యలను పరిష్కరించుకోవాలని హితవు పలికారు. దేశంలో అసహనం పెరిగిపోతోందని పలువురు ప్రముఖులు ఆందోళన వ్యక్తం చేశారు. భిన్నాభిప్రాయాలను గౌరవించే సంస్కృతి బలహీనపడుతోందన్నారు. ప్రజాస్వామ్య విలువలను కాపాడుకోవాల్సిన బాధ్యత అందరిపై ఉందని పేర్కొన్నారు. రాజ్యాంగ స్ఫూర్తిని కొనసాగించాలని పిలుపునిచ్చారు. దేశవ్యాప్తంగా నమోదైన కేసుల సంఖ్య 170, 171, 174కు చేరిందని గణాంకాలు చెబుతున్నాయి. రైతులు, కార్మికులు, యువత ఎదుర్కొంటున్న సమస్యలను ప్రభుత్వాలు పట్టించుకోవాలని సూచించారు. చర్చల ద్వారా సమస్యలను పరిష్కరించుకోవాలని హితవు పలికారు. దేశంలో అసహనం పెరిగిపోతోందని పలువురు ప్రముఖులు ఆందోళన వ్యక్తం చేశారు. భిన్నాభిప్రాయాలను గౌరవించే సంస్కృతి బలహీనపడుతోందన్నారు. ప్రజాస్వామ్య విలువలను కాపాడుకోవాల్సిన బాధ్యత అందరిపై ఉందని పేర్కొన్నారు. రాజ్యాంగ స్ఫూర్తిని కొనసాగించాలని పిలుపునిచ్చారు. దేశవ్యాప్తంగా నమోదైన కేసుల సంఖ్య 170, 171, 174కు చేరిందని గణాంకాలు చెబుతున్నాయి. రైతులు, కార్మికులు, యువత ఎదుర్కొంటున్న సమస్యలను ప్రభుత్వాలు పట్టించుకోవాలని సూచించారు. చర్చల ద్వారా సమస్యలను పరిష్కరించుకోవాలని హితవు పలికారు.: [497, 804, 1075, 1152]
- color-swatch: [1355, 2420, 1370, 2436]
- article-sarada: [21, 2005, 483, 2336]
- headline: రాయవరం బాణసంచా కేంద్రం పేలుడు ఘటన కలచివేసింది: [498, 1576, 1132, 1609]
- headline-line-2: విజయశాంతి సంచలన ఆరోపణ!: [110, 1411, 394, 1438]
- color-swatch: [1418, 2420, 1433, 2436]
- article-body: క్షిపణి దాడుల్లో పలు భవనాలు ధ్వంసమయ్యాయి. సహాయక బృందాలు ఘటనా స్థలానికి చేరుకుని సహాయ చర్యలు చేపట్టాయి. క్షతగాత్రులను సమీప ఆసుపత్రులకు తరలించారు. సరిహద్దుల్లో ఉద్రిక్తత కొనసాగుతోందని అధికారులు తెలిపారు. పరిస్థితిని నిశితంగా గమనిస్తున్నామని ప్రకటించారు. క్షిపణి దాడుల్లో పలు భవనాలు ధ్వంసమయ్యాయి. సహాయక బృందాలు ఘటనా స్థలానికి చేరుకుని సహాయ చర్యలు చేపట్టాయి. క్షతగాత్రులను సమీప ఆసుపత్రులకు తరలించారు. సరిహద్దుల్లో ఉద్రిక్తత కొనసాగుతోందని అధికారులు తెలిపారు. పరిస్థితిని నిశితంగా గమనిస్తున్నామని ప్రకటించారు. క్షిపణి దాడుల్లో పలు భవనాలు ధ్వంసమయ్యాయి. సహాయక బృందాలు ఘటనా స్థలానికి చేరుకుని సహాయ చర్యలు చేపట్టాయి. క్షతగాత్రులను సమీప ఆసుపత్రులకు తరలించారు. సరిహద్దుల్లో ఉద్రిక్తత కొనసాగుతోందని అధికారులు తెలిపారు. పరిస్థితిని నిశితంగా గమనిస్తున్నామని ప్రకటించారు.: [27, 436, 477, 498]
- article-body: కోర్టులో కేసుల విచారణ సందర్భంగా న్యాయమూర్తులు పలు కీలక వ్యాఖ్యలు చేశారు. వాదోపవాదాల అనంతరం తదుపరి విచారణను వాయిదా వేశారు. సరదాగా అన్న వ్యాఖ్యలను తీవ్రంగా పరిగణించలేమని పేర్కొన్నారు. ఇరు పక్షాల వాదనలు విన్న అనంతరం పూర్తి వివరాలతో నివేదిక సమర్పించాలని ఆదేశించారు. తదుపరి విచారణలో స్పష్టమైన ఆధారాలు చూపాలని సూచించారు. కోర్టులో కేసుల విచారణ సందర్భంగా న్యాయమూర్తులు పలు కీలక వ్యాఖ్యలు చేశారు. వాదోపవాదాల అనంతరం తదుపరి విచారణను వాయిదా వేశారు. సరదాగా అన్న వ్యాఖ్యలను తీవ్రంగా పరిగణించలేమని పేర్కొన్నారు. ఇరు పక్షాల వాదనలు విన్న అనంతరం పూర్తి వివరాలతో నివేదిక సమర్పించాలని ఆదేశించారు. తదుపరి విచారణలో స్పష్టమైన ఆధారాలు చూపాలని సూచించారు. కోర్టులో కేసుల విచారణ సందర్భంగా న్యాయమూర్తులు పలు కీలక వ్యాఖ్యలు చేశారు. వాదోపవాదాల అనంతరం తదుపరి విచారణను వాయిదా వేశారు. సరదాగా అన్న వ్యాఖ్యలను తీవ్రంగా పరిగణించలేమని పేర్కొన్నారు. ఇరు పక్షాల వాదనలు విన్న అనంతరం పూర్తి వివరాలతో నివేదిక సమర్పించాలని ఆదేశించారు. తదుపరి విచారణలో స్పష్టమైన ఆధారాలు చూపాలని సూచించారు. కోర్టులో కేసుల విచారణ సందర్భంగా న్యాయమూర్తులు పలు కీలక వ్యాఖ్యలు చేశారు. వాదోపవాదాల అనంతరం తదుపరి విచారణను వాయిదా వేశారు. సరదాగా అన్న వ్యాఖ్యలను తీవ్రంగా పరిగణించలేమని పేర్కొన్నారు. ఇరు పక్షాల వాదనలు విన్న అనంతరం పూర్తి వివరాలతో నివేదిక సమర్పించాలని ఆదేశించారు. తదుపరి విచారణలో స్పష్టమైన ఆధారాలు చూపాలని సూచించారు. కోర్టులో కేసుల విచారణ సందర్భంగా న్యాయమూర్తులు పలు కీలక వ్యాఖ్యలు చేశారు. వాదోపవాదాల అనంతరం తదుపరి విచారణను వాయిదా వేశారు. సరదాగా అన్న వ్యాఖ్యలను తీవ్రంగా పరిగణించలేమని పేర్కొన్నారు. ఇరు పక్షాల వాదనలు విన్న అనంతరం పూర్తి వివరాలతో నివేదిక సమర్పించాలని ఆదేశించారు. తదుపరి విచారణలో స్పష్టమైన ఆధారాలు చూపాలని సూచించారు.: [27, 2041, 477, 2188]
- article-intolerance: [491, 753, 1475, 1161]
- color-swatch: [1397, 2420, 1412, 2436]
- color-swatch: [647, 2363, 666, 2383]
- headline: శక్తివంతమైన దేశంగా అయ్యాం: ట్రంప్: [107, 65, 397, 88]
- color-swatch: [74, 2363, 93, 2383]
- article-fight-government: [21, 1103, 483, 1375]
- color-swatch: [24, 2363, 44, 2383]
- headline: రష్యాపై క్షిపణి దాడి .. ముగ్గురు మృతి: [120, 408, 384, 429]
- article-trump: [21, 59, 483, 398]
- masthead: [612, 5, 906, 54]
- color-swatch: [1244, 2363, 1264, 2383]
- color-swatch: [746, 2363, 765, 2383]
- color-swatch: [1220, 2363, 1239, 2383]
- article-girijan-students: [491, 1167, 1475, 1567]
- headline: జగన్ హయాంలో కల్తీ మద్యంతో ప్రాణాలు తీశారు: [758, 2045, 1208, 2073]
- color-swatch: [721, 2363, 740, 2383]
- article-body: జూబ్లీహిల్స్ ఉప ఎన్నిక ప్రచారం వేడెక్కింది. పార్టీల మధ్య మాటల యుద్ధం కొనసాగుతోంది. ఓటర్లను ప్రలోభపెట్టే యత్నాలపై ఫిర్యాదులు వెల్లువెత్తాయి. ఎన్నికల సంఘం అప్రమత్తమైంది. ఈ నేపథ్యంలో విజయశాంతి సంచలన ఆరోపణలు చేశారు. టికెట్ల కేటాయింపులో అక్రమాలు జరిగాయని, నాయకత్వం సమాధానం చెప్పాలని డిమాండ్ చేశారు. కాంగ్రెస్, బీఆర్ఎస్, బీజేపీ శ్రేణులు పోటాపోటీగా ప్రచారం నిర్వహిస్తున్నాయి. జూబ్లీహిల్స్ ఉప ఎన్నిక ప్రచారం వేడెక్కింది. పార్టీల మధ్య మాటల యుద్ధం కొనసాగుతోంది. ఓటర్లను ప్రలోభపెట్టే యత్నాలపై ఫిర్యాదులు వెల్లువెత్తాయి. ఎన్నికల సంఘం అప్రమత్తమైంది. ఈ నేపథ్యంలో విజయశాంతి సంచలన ఆరోపణలు చేశారు. టికెట్ల కేటాయింపులో అక్రమాలు జరిగాయని, నాయకత్వం సమాధానం చెప్పాలని డిమాండ్ చేశారు. కాంగ్రెస్, బీఆర్ఎస్, బీజేపీ శ్రేణులు పోటాపోటీగా ప్రచారం నిర్వహిస్తున్నాయి. జూబ్లీహిల్స్ ఉప ఎన్నిక ప్రచారం వేడెక్కింది. పార్టీల మధ్య మాటల యుద్ధం కొనసాగుతోంది. ఓటర్లను ప్రలోభపెట్టే యత్నాలపై ఫిర్యాదులు వెల్లువెత్తాయి. ఎన్నికల సంఘం అప్రమత్తమైంది. ఈ నేపథ్యంలో విజయశాంతి సంచలన ఆరోపణలు చేశారు. టికెట్ల కేటాయింపులో అక్రమాలు జరిగాయని, నాయకత్వం సమాధానం చెప్పాలని డిమాండ్ చేశారు. కాంగ్రెస్, బీఆర్ఎస్, బీజేపీ శ్రేణులు పోటాపోటీగా ప్రచారం నిర్వహిస్తున్నాయి. జూబ్లీహిల్స్ ఉప ఎన్నిక ప్రచారం వేడెక్కింది. పార్టీల మధ్య మాటల యుద్ధం కొనసాగుతోంది. ఓటర్లను ప్రలోభపెట్టే యత్నాలపై ఫిర్యాదులు వెల్లువెత్తాయి. ఎన్నికల సంఘం అప్రమత్తమైంది. ఈ నేపథ్యంలో విజయశాంతి సంచలన ఆరోపణలు చేశారు. టికెట్ల కేటాయింపులో అక్రమాలు జరిగాయని, నాయకత్వం సమాధానం చెప్పాలని డిమాండ్ చేశారు. కాంగ్రెస్, బీఆర్ఎస్, బీజేపీ శ్రేణులు పోటాపోటీగా ప్రచారం నిర్వహిస్తున్నాయి.: [27, 1446, 477, 1572]
- color-swatch: [66, 2420, 82, 2436]
- article-body: ప్రభుత్వ విధానాలకు వ్యతిరేకంగా ఉద్యమం ఉధృతం చేస్తామని నేతలు ప్రకటించారు. ప్రజా సమస్యలపై పోరాటం కొనసాగుతుందని స్పష్టం చేశారు. విద్యార్థులు, ఉద్యోగులు, రైతులు పెద్ద ఎత్తున మద్దతు తెలుపుతున్నారని పేర్కొన్నారు. ప్రభుత్వం వెంటనే స్పందించి సమస్యలను పరిష్కరించాలని డిమాండ్ చేశారు. ఇచ్చిన హామీలను అమలు చేయడంలో ప్రభుత్వం విఫలమైందని విమర్శించారు. ప్రభుత్వ విధానాలకు వ్యతిరేకంగా ఉద్యమం ఉధృతం చేస్తామని నేతలు ప్రకటించారు. ప్రజా సమస్యలపై పోరాటం కొనసాగుతుందని స్పష్టం చేశారు. విద్యార్థులు, ఉద్యోగులు, రైతులు పెద్ద ఎత్తున మద్దతు తెలుపుతున్నారని పేర్కొన్నారు. ప్రభుత్వం వెంటనే స్పందించి సమస్యలను పరిష్కరించాలని డిమాండ్ చేశారు. ఇచ్చిన హామీలను అమలు చేయడంలో ప్రభుత్వం విఫలమైందని విమర్శించారు. ప్రభుత్వ విధానాలకు వ్యతిరేకంగా ఉద్యమం ఉధృతం చేస్తామని నేతలు ప్రకటించారు. ప్రజా సమస్యలపై పోరాటం కొనసాగుతుందని స్పష్టం చేశారు. విద్యార్థులు, ఉద్యోగులు, రైతులు పెద్ద ఎత్తున మద్దతు తెలుపుతున్నారని పేర్కొన్నారు. ప్రభుత్వం వెంటనే స్పందించి సమస్యలను పరిష్కరించాలని డిమాండ్ చేశారు. ఇచ్చిన హామీలను అమలు చేయడంలో ప్రభుత్వం విఫలమైందని విమర్శించారు. ప్రభుత్వ విధానాలకు వ్యతిరేకంగా ఉద్యమం ఉధృతం చేస్తామని నేతలు ప్రకటించారు. ప్రజా సమస్యలపై పోరాటం కొనసాగుతుందని స్పష్టం చేశారు. విద్యార్థులు, ఉద్యోగులు, రైతులు పెద్ద ఎత్తున మద్దతు తెలుపుతున్నారని పేర్కొన్నారు. ప్రభుత్వం వెంటనే స్పందించి సమస్యలను పరిష్కరించాలని డిమాండ్ చేశారు. ఇచ్చిన హామీలను అమలు చేయడంలో ప్రభుత్వం విఫలమైందని విమర్శించారు.: [27, 1156, 477, 1271]
- registration-marks: [647, 2363, 765, 2383]
- article-jagan-mafia: [21, 861, 483, 1098]
- color-swatch: [1294, 2363, 1313, 2383]
- masthead-tagline: తెలుగు దినపత్రిక: [755, 41, 806, 48]
- color-swatch: [49, 2363, 68, 2383]
- headline: రాష్ట్రాల మధ్య మాఫియాగా తయారు చేసింది జగన్ కాదా: [80, 864, 425, 882]
- page-number: 2: [26, 8, 48, 44]
- color-swatch: [87, 2420, 103, 2436]
- registration-marks: [1170, 2363, 1363, 2383]
- article-jubilee-hills: [21, 1381, 483, 1714]
- article-body: గిరిజన సంక్షేమ వసతి గృహాల్లో సౌకర్యాలు అధ్వాన్నంగా ఉన్నాయని విమర్శించారు. విద్యార్థుల ఆరోగ్యంపై ప్రభుత్వం నిర్లక్ష్యం వహిస్తోందని మండిపడ్డారు. ఇటీవల 15 మంది విద్యార్థులు అస్వస్థతకు గురయ్యారని తెలిపారు. బాధిత కుటుంబాలను ఆదుకోవాలని డిమాండ్ చేశారు. ఘటనపై సమగ్ర విచారణ జరిపించి బాధ్యులపై చర్యలు తీసుకోవాలని కోరారు. వసతి గృహాల్లో 508 మంది విద్యార్థులకు సరైన భోజనం, వైద్య సదుపాయాలు కల్పించాలని సూచించారు. సీఎం వెంటనే స్పందించాలని నేతలు డిమాండ్ చేశారు. గిరిజన సంక్షేమ వసతి గృహాల్లో సౌకర్యాలు అధ్వాన్నంగా ఉన్నాయని విమర్శించారు. విద్యార్థుల ఆరోగ్యంపై ప్రభుత్వం నిర్లక్ష్యం వహిస్తోందని మండిపడ్డారు. ఇటీవల 15 మంది విద్యార్థులు అస్వస్థతకు గురయ్యారని తెలిపారు. బాధిత కుటుంబాలను ఆదుకోవాలని డిమాండ్ చేశారు. ఘటనపై సమగ్ర విచారణ జరిపించి బాధ్యులపై చర్యలు తీసుకోవాలని కోరారు. వసతి గృహాల్లో 508 మంది విద్యార్థులకు సరైన భోజనం, వైద్య సదుపాయాలు కల్పించాలని సూచించారు. సీఎం వెంటనే స్పందించాలని నేతలు డిమాండ్ చేశారు. గిరిజన సంక్షేమ వసతి గృహాల్లో సౌకర్యాలు అధ్వాన్నంగా ఉన్నాయని విమర్శించారు. విద్యార్థుల ఆరోగ్యంపై ప్రభుత్వం నిర్లక్ష్యం వహిస్తోందని మండిపడ్డారు. ఇటీవల 15 మంది విద్యార్థులు అస్వస్థతకు గురయ్యారని తెలిపారు. బాధిత కుటుంబాలను ఆదుకోవాలని డిమాండ్ చేశారు. ఘటనపై సమగ్ర విచారణ జరిపించి బాధ్యులపై చర్యలు తీసుకోవాలని కోరారు. వసతి గృహాల్లో 508 మంది విద్యార్థులకు సరైన భోజనం, వైద్య సదుపాయాలు కల్పించాలని సూచించారు. సీఎం వెంటనే స్పందించాలని నేతలు డిమాండ్ చేశారు. గిరిజన సంక్షేమ వసతి గృహాల్లో సౌకర్యాలు అధ్వాన్నంగా ఉన్నాయని విమర్శించారు. విద్యార్థుల ఆరోగ్యంపై ప్రభుత్వం నిర్లక్ష్యం వహిస్తోందని మండిపడ్డారు. ఇటీవల 15 మంది విద్యార్థులు అస్వస్థతకు గురయ్యారని తెలిపారు. బాధిత కుటుంబాలను ఆదుకోవాలని డిమాండ్ చేశారు. ఘటనపై సమగ్ర విచారణ జరిపించి బాధ్యులపై చర్యలు తీసుకోవాలని కోరారు. వసతి గృహాల్లో 508 మంది విద్యార్థులకు సరైన భోజనం, వైద్య సదుపాయాలు కల్పించాలని సూచించారు. సీఎం వెంటనే స్పందించాలని నేతలు డిమాండ్ చేశారు. గిరిజన సంక్షేమ వసతి గృహాల్లో సౌకర్యాలు అధ్వాన్నంగా ఉన్నాయని విమర్శించారు. విద్యార్థుల ఆరోగ్యంపై ప్రభుత్వం నిర్లక్ష్యం వహిస్తోందని మండిపడ్డారు. ఇటీవల 15 మంది విద్యార్థులు అస్వస్థతకు గురయ్యారని తెలిపారు. బాధిత కుటుంబాలను ఆదుకోవాలని డిమాండ్ చేశారు. ఘటనపై సమగ్ర విచారణ జరిపించి బాధ్యులపై చర్యలు తీసుకోవాలని కోరారు. వసతి గృహాల్లో 508 మంది విద్యార్థులకు సరైన భోజనం, వైద్య సదుపాయాలు కల్పించాలని సూచించారు. సీఎం వెంటనే స్పందించాలని నేతలు డిమాండ్ చేశారు. గిరిజన సంక్షేమ వసతి గృహాల్లో సౌకర్యాలు అధ్వాన్నంగా ఉన్నాయని విమర్శించారు. విద్యార్థుల ఆరోగ్యంపై ప్రభుత్వం నిర్లక్ష్యం వహిస్తోందని మండిపడ్డారు. ఇటీవల 15 మంది విద్యార్థులు అస్వస్థతకు గురయ్యారని తెలిపారు. బాధిత కుటుంబాలను ఆదుకోవాలని డిమాండ్ చేశారు. ఘటనపై సమగ్ర విచారణ జరిపించి బాధ్యులపై చర్యలు తీసుకోవాలని కోరారు. వసతి గృహాల్లో 508 మంది విద్యార్థులకు సరైన భోజనం, వైద్య సదుపాయాలు కల్పించాలని సూచించారు. సీఎం వెంటనే స్పందించాలని నేతలు డిమాండ్ చేశారు. గిరిజన సంక్షేమ వసతి గృహాల్లో సౌకర్యాలు అధ్వాన్నంగా ఉన్నాయని విమర్శించారు. విద్యార్థుల ఆరోగ్యంపై ప్రభుత్వం నిర్లక్ష్యం వహిస్తోందని మండిపడ్డారు. ఇటీవల 15 మంది విద్యార్థులు అస్వస్థతకు గురయ్యారని తెలిపారు. బాధిత కుటుంబాలను ఆదుకోవాలని డిమాండ్ చేశారు. ఘటనపై సమగ్ర విచారణ జరిపించి బాధ్యులపై చర్యలు తీసుకోవాలని కోరారు. వసతి గృహాల్లో 508 మంది విద్యార్థులకు సరైన భోజనం, వైద్య సదుపాయాలు కల్పించాలని సూచించారు. సీఎం వెంటనే స్పందించాలని నేతలు డిమాండ్ చేశారు.: [497, 1209, 878, 1557]
- color-swatch: [1376, 2420, 1391, 2436]
- article-rayavaram-blast: [491, 1573, 1475, 2033]
- headline: 'గిరిజన విద్యార్థులు చనిపోతే సీఎం చంద్రబాబు పట్టించుకోరా?': [498, 1170, 1071, 1198]
- article-body: వైసీపీ హయాంలో జరిగిన అక్రమాలపై సమగ్ర విచారణ జరిపించాలని డిమాండ్ చేశారు. అధికార దుర్వినియోగంపై ప్రజలకు వాస్తవాలు తెలియాలన్నారు. కూటమి ప్రభుత్వం ప్రజా సంక్షేమానికి కట్టుబడి ఉందని స్పష్టం చేశారు. అభివృద్ధి పనులు వేగవంతం చేస్తామని హామీ ఇచ్చారు. రాష్ట్రాల మధ్య అక్రమ రవాణాకు అడ్డుకట్ట వేస్తామని ప్రకటించారు. వైసీపీ హయాంలో జరిగిన అక్రమాలపై సమగ్ర విచారణ జరిపించాలని డిమాండ్ చేశారు. అధికార దుర్వినియోగంపై ప్రజలకు వాస్తవాలు తెలియాలన్నారు. కూటమి ప్రభుత్వం ప్రజా సంక్షేమానికి కట్టుబడి ఉందని స్పష్టం చేశారు. అభివృద్ధి పనులు వేగవంతం చేస్తామని హామీ ఇచ్చారు. రాష్ట్రాల మధ్య అక్రమ రవాణాకు అడ్డుకట్ట వేస్తామని ప్రకటించారు. వైసీపీ హయాంలో జరిగిన అక్రమాలపై సమగ్ర విచారణ జరిపించాలని డిమాండ్ చేశారు. అధికార దుర్వినియోగంపై ప్రజలకు వాస్తవాలు తెలియాలన్నారు. కూటమి ప్రభుత్వం ప్రజా సంక్షేమానికి కట్టుబడి ఉందని స్పష్టం చేశారు. అభివృద్ధి పనులు వేగవంతం చేస్తామని హామీ ఇచ్చారు. రాష్ట్రాల మధ్య అక్రమ రవాణాకు అడ్డుకట్ట వేస్తామని ప్రకటించారు. వైసీపీ హయాంలో జరిగిన అక్రమాలపై సమగ్ర విచారణ జరిపించాలని డిమాండ్ చేశారు. అధికార దుర్వినియోగంపై ప్రజలకు వాస్తవాలు తెలియాలన్నారు. కూటమి ప్రభుత్వం ప్రజా సంక్షేమానికి కట్టుబడి ఉందని స్పష్టం చేశారు. అభివృద్ధి పనులు వేగవంతం చేస్తామని హామీ ఇచ్చారు. రాష్ట్రాల మధ్య అక్రమ రవాణాకు అడ్డుకట్ట వేస్తామని ప్రకటించారు.: [27, 889, 477, 994]
- masthead-accent-rule: [720, 36, 840, 39]
- registration-marks: [24, 2420, 124, 2436]
- masthead-text: [720, 9, 840, 50]
- article-russia-missile: [21, 405, 483, 528]
- color-swatch: [108, 2420, 124, 2436]
- headline: రేవంత్ మీ పరువు కాపాడుకోండి: [101, 1720, 403, 1750]
- article-body: బాణసంచా తయారీ కేంద్రంలో జరిగిన పేలుడు ఘటన తీవ్ర విషాదం నింపింది. మృతుల కుటుంబాలకు ప్రగాఢ సానుభూతి తెలిపారు. క్షతగాత్రులకు మెరుగైన వైద్యం అందించాలని ఆదేశించారు. అనుమతుల్లేని తయారీ కేంద్రాలపై చర్యలు తీసుకోవాలని సూచించారు. భద్రతా ప్రమాణాలు పాటించేలా పర్యవేక్షణ పెంచాలన్నారు. సహాయక బృందాలు ఘటనా స్థలానికి చేరుకుని సహాయ చర్యలు చేపట్టాయి. మృతుల కుటుంబాలకు పరిహారం అందించాలని, ఇలాంటి ఘటనలు పునరావృతం కాకుండా ముందస్తు జాగ్రత్తలు తీసుకోవాలని డిమాండ్ చేశారు. బాణసంచా తయారీ కేంద్రంలో జరిగిన పేలుడు ఘటన తీవ్ర విషాదం నింపింది. మృతుల కుటుంబాలకు ప్రగాఢ సానుభూతి తెలిపారు. క్షతగాత్రులకు మెరుగైన వైద్యం అందించాలని ఆదేశించారు. అనుమతుల్లేని తయారీ కేంద్రాలపై చర్యలు తీసుకోవాలని సూచించారు. భద్రతా ప్రమాణాలు పాటించేలా పర్యవేక్షణ పెంచాలన్నారు. సహాయక బృందాలు ఘటనా స్థలానికి చేరుకుని సహాయ చర్యలు చేపట్టాయి. మృతుల కుటుంబాలకు పరిహారం అందించాలని, ఇలాంటి ఘటనలు పునరావృతం కాకుండా ముందస్తు జాగ్రత్తలు తీసుకోవాలని డిమాండ్ చేశారు. బాణసంచా తయారీ కేంద్రంలో జరిగిన పేలుడు ఘటన తీవ్ర విషాదం నింపింది. మృతుల కుటుంబాలకు ప్రగాఢ సానుభూతి తెలిపారు. క్షతగాత్రులకు మెరుగైన వైద్యం అందించాలని ఆదేశించారు. అనుమతుల్లేని తయారీ కేంద్రాలపై చర్యలు తీసుకోవాలని సూచించారు. భద్రతా ప్రమాణాలు పాటించేలా పర్యవేక్షణ పెంచాలన్నారు. సహాయక బృందాలు ఘటనా స్థలానికి చేరుకుని సహాయ చర్యలు చేపట్టాయి. మృతుల కుటుంబాలకు పరిహారం అందించాలని, ఇలాంటి ఘటనలు పునరావృతం కాకుండా ముందస్తు జాగ్రత్తలు తీసుకోవాలని డిమాండ్ చేశారు. బాణసంచా తయారీ కేంద్రంలో జరిగిన పేలుడు ఘటన తీవ్ర విషాదం నింపింది. మృతుల కుటుంబాలకు ప్రగాఢ సానుభూతి తెలిపారు. క్షతగాత్రులకు మెరుగైన వైద్యం అందించాలని ఆదేశించారు. అనుమతుల్లేని తయారీ కేంద్రాలపై చర్యలు తీసుకోవాలని సూచించారు. భద్రతా ప్రమాణాలు పాటించేలా పర్యవేక్షణ పెంచాలన్నారు. సహాయక బృందాలు ఘటనా స్థలానికి చేరుకుని సహాయ చర్యలు చేపట్టాయి. మృతుల కుటుంబాలకు పరిహారం అందించాలని, ఇలాంటి ఘటనలు పునరావృతం కాకుండా ముందస్తు జాగ్రత్తలు తీసుకోవాలని డిమాండ్ చేశారు. బాణసంచా తయారీ కేంద్రంలో జరిగిన పేలుడు ఘటన తీవ్ర విషాదం నింపింది. మృతుల కుటుంబాలకు ప్రగాఢ సానుభూతి తెలిపారు. క్షతగాత్రులకు మెరుగైన వైద్యం అందించాలని ఆదేశించారు. అనుమతుల్లేని తయారీ కేంద్రాలపై చర్యలు తీసుకోవాలని సూచించారు. భద్రతా ప్రమాణాలు పాటించేలా పర్యవేక్షణ పెంచాలన్నారు. సహాయక బృందాలు ఘటనా స్థలానికి చేరుకుని సహాయ చర్యలు చేపట్టాయి. మృతుల కుటుంబాలకు పరిహారం అందించాలని, ఇలాంటి ఘటనలు పునరావృతం కాకుండా ముందస్తు జాగ్రత్తలు తీసుకోవాలని డిమాండ్ చేశారు. బాణసంచా తయారీ కేంద్రంలో జరిగిన పేలుడు ఘటన తీవ్ర విషాదం నింపింది. మృతుల కుటుంబాలకు ప్రగాఢ సానుభూతి తెలిపారు. క్షతగాత్రులకు మెరుగైన వైద్యం అందించాలని ఆదేశించారు. అనుమతుల్లేని తయారీ కేంద్రాలపై చర్యలు తీసుకోవాలని సూచించారు. భద్రతా ప్రమాణాలు పాటించేలా పర్యవేక్షణ పెంచాలన్నారు. సహాయక బృందాలు ఘటనా స్థలానికి చేరుకుని సహాయ చర్యలు చేపట్టాయి. మృతుల కుటుంబాలకు పరిహారం అందించాలని, ఇలాంటి ఘటనలు పునరావృతం కాకుండా ముందస్తు జాగ్రత్తలు తీసుకోవాలని డిమాండ్ చేశారు. బాణసంచా తయారీ కేంద్రంలో జరిగిన పేలుడు ఘటన తీవ్ర విషాదం నింపింది. మృతుల కుటుంబాలకు ప్రగాఢ సానుభూతి తెలిపారు. క్షతగాత్రులకు మెరుగైన వైద్యం అందించాలని ఆదేశించారు. అనుమతుల్లేని తయారీ కేంద్రాలపై చర్యలు తీసుకోవాలని సూచించారు. భద్రతా ప్రమాణాలు పాటించేలా పర్యవేక్షణ పెంచాలన్నారు. సహాయక బృందాలు ఘటనా స్థలానికి చేరుకుని సహాయ చర్యలు చేపట్టాయి. మృతుల కుటుంబాలకు పరిహారం అందించాలని, ఇలాంటి ఘటనలు పునరావృతం కాకుండా ముందస్తు జాగ్రత్తలు తీసుకోవాలని డిమాండ్ చేశారు. బాణసంచా తయారీ కేంద్రంలో జరిగిన పేలుడు ఘటన తీవ్ర విషాదం నింపింది. మృతుల కుటుంబాలకు ప్రగాఢ సానుభూతి తెలిపారు. క్షతగాత్రులకు మెరుగైన వైద్యం అందించాలని ఆదేశించారు. అనుమతుల్లేని తయారీ కేంద్రాలపై చర్యలు తీసుకోవాలని సూచించారు. భద్రతా ప్రమాణాలు పాటించేలా పర్యవేక్షణ పెంచాలన్నారు. సహాయక బృందాలు ఘటనా స్థలానికి చేరుకుని సహాయ చర్యలు చేపట్టాయి. మృతుల కుటుంబాలకు పరిహారం అందించాలని, ఇలాంటి ఘటనలు పునరావృతం కాకుండా ముందస్తు జాగ్రత్తలు తీసుకోవాలని డిమాండ్ చేశారు.: [497, 1620, 878, 2021]
- color-swatch: [1343, 2363, 1363, 2383]
- headline: ఏదో సరదాగా అన్నంత మాత్రాన..': [104, 2008, 401, 2034]
- color-swatch: [671, 2363, 691, 2383]
- color-swatch: [696, 2363, 716, 2383]
- color-swatch: [148, 2363, 167, 2383]
